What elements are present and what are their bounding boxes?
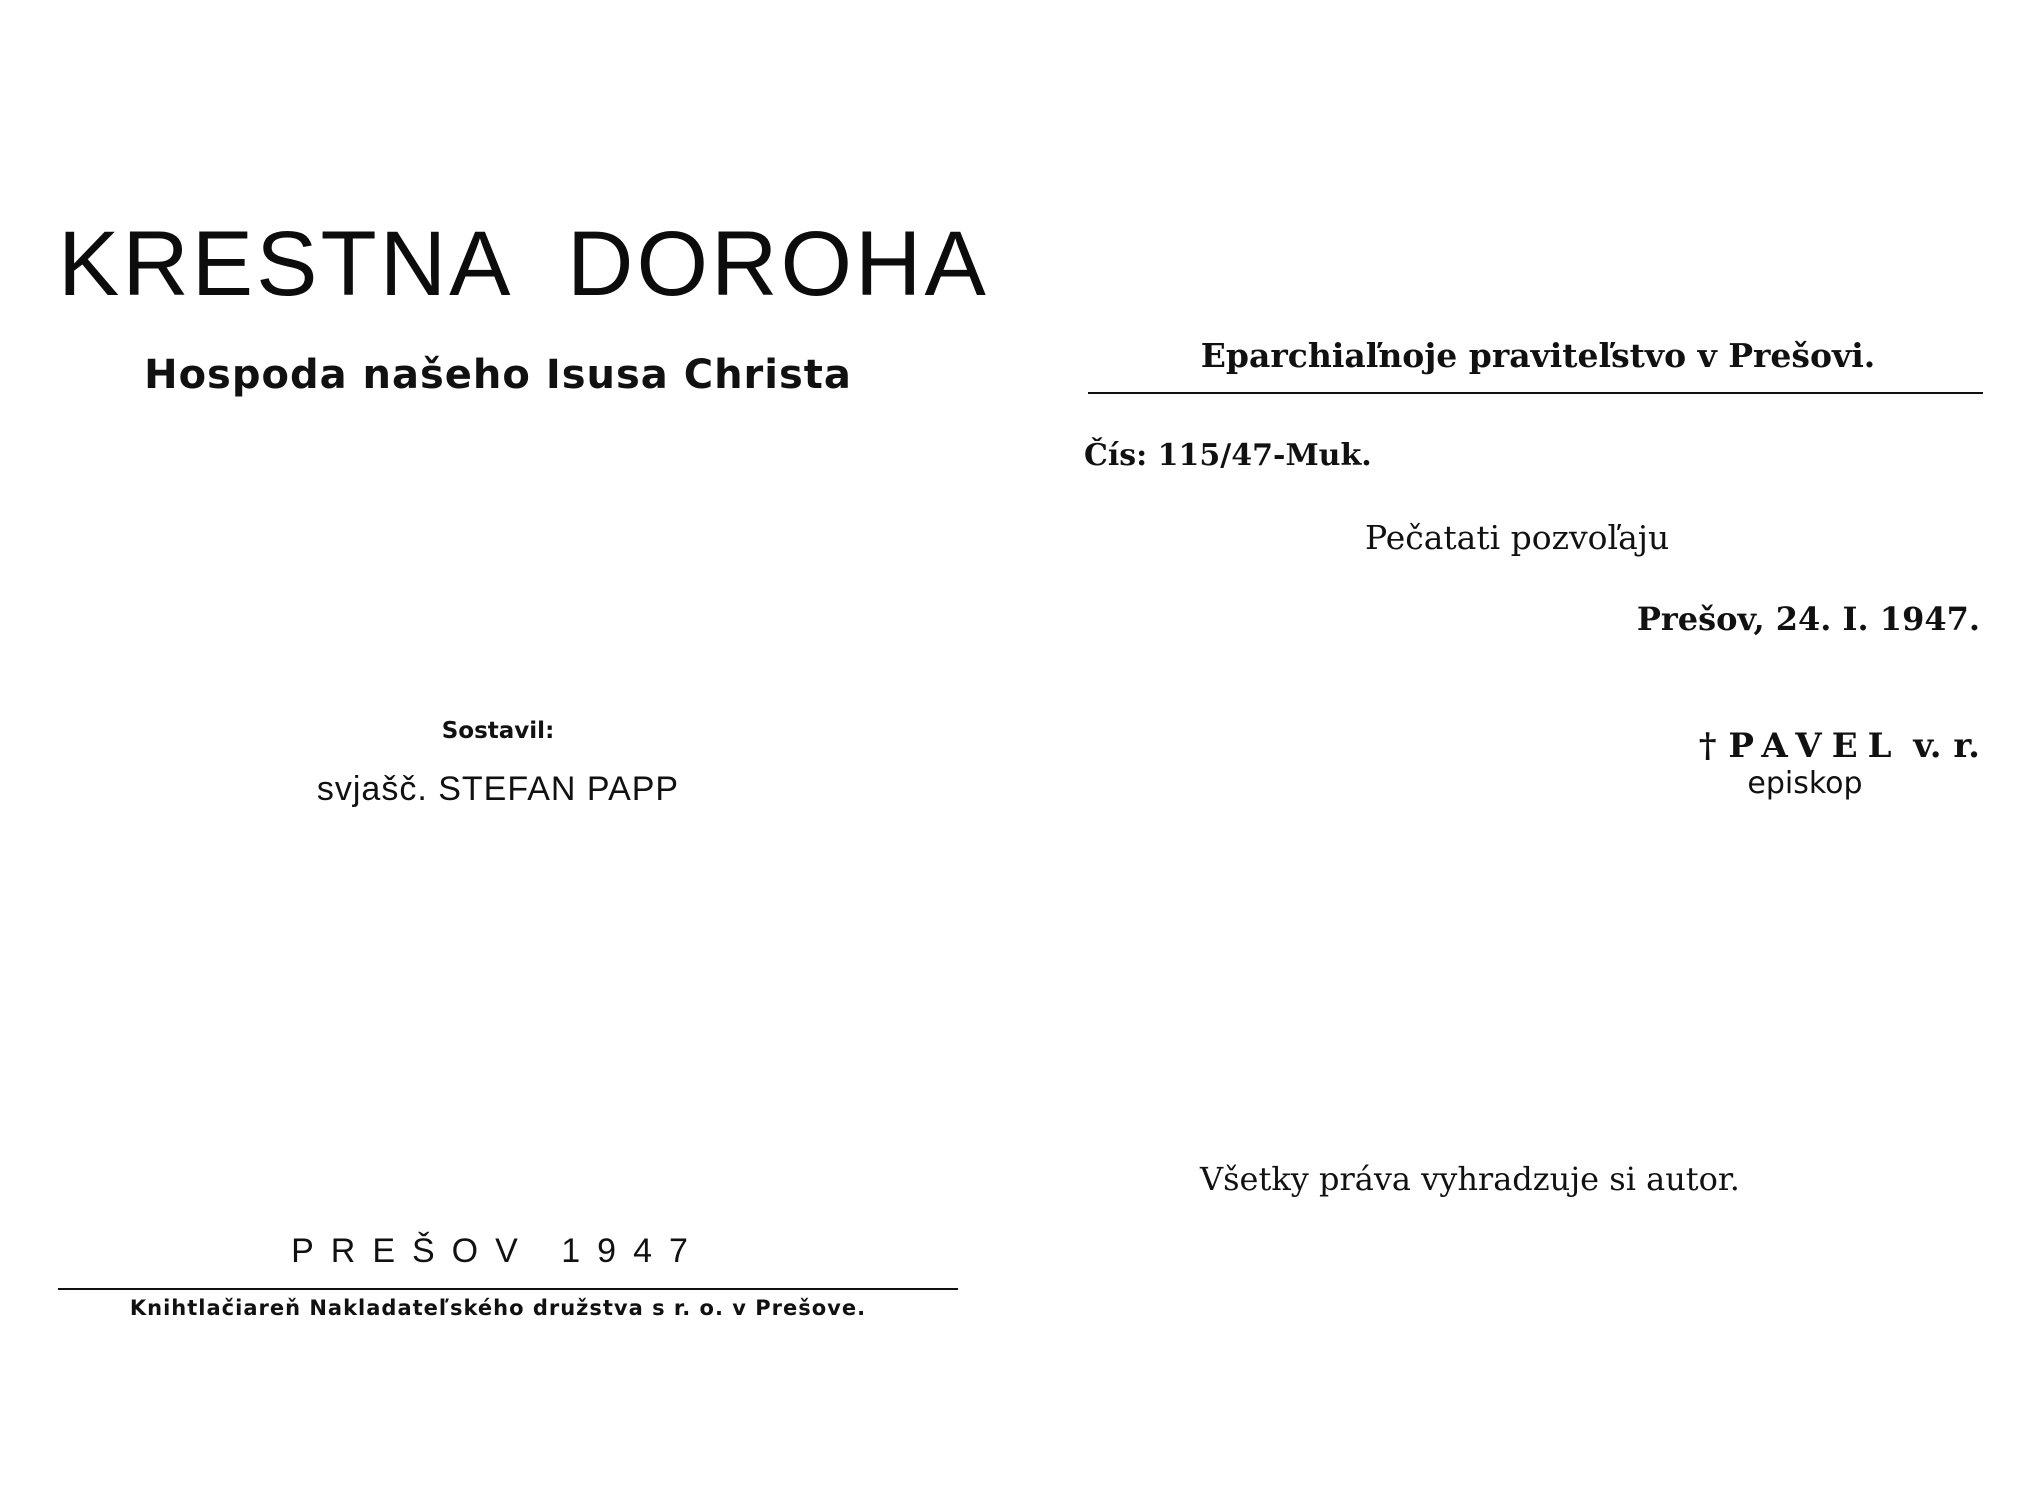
imprint-year: 1947: [561, 1232, 705, 1270]
reference-number: Čís: 115/47-Muk.: [1084, 438, 1372, 473]
signatory-role: episkop: [1747, 766, 1863, 801]
book-subtitle: Hospoda našeho Isusa Christa: [144, 352, 852, 398]
imprint-place: PREŠOV: [291, 1232, 535, 1270]
signature-line: [1699, 726, 1980, 766]
imprint-place-year: [58, 1232, 938, 1271]
printer-line: Knihtlačiareň Nakladateľského družstva s r. o. v Prešove.: [129, 1296, 867, 1320]
left-page: [0, 0, 1000, 1500]
right-page: [1000, 0, 2020, 1500]
signatory-name: PAVEL: [1728, 726, 1902, 766]
book-title: KRESTNA DOROHA: [58, 213, 989, 315]
place-date: Prešov, 24. I. 1947.: [1636, 600, 1980, 638]
signature-suffix: v. r.: [1913, 726, 1980, 766]
office-divider: [1088, 392, 1983, 394]
issuing-office: Eparchiaľnoje praviteľstvo v Prešovi.: [1200, 336, 1876, 375]
author-name: svjašč. STEFAN PAPP: [316, 770, 680, 808]
compiled-by-label: Sostavil:: [441, 718, 555, 744]
rights-notice: Všetky práva vyhradzuje si autor.: [1200, 1160, 1740, 1198]
cross-icon: †: [1698, 726, 1717, 766]
imprint-divider: [58, 1288, 958, 1290]
permission-text: Pečatati pozvoľaju: [1365, 518, 1670, 557]
